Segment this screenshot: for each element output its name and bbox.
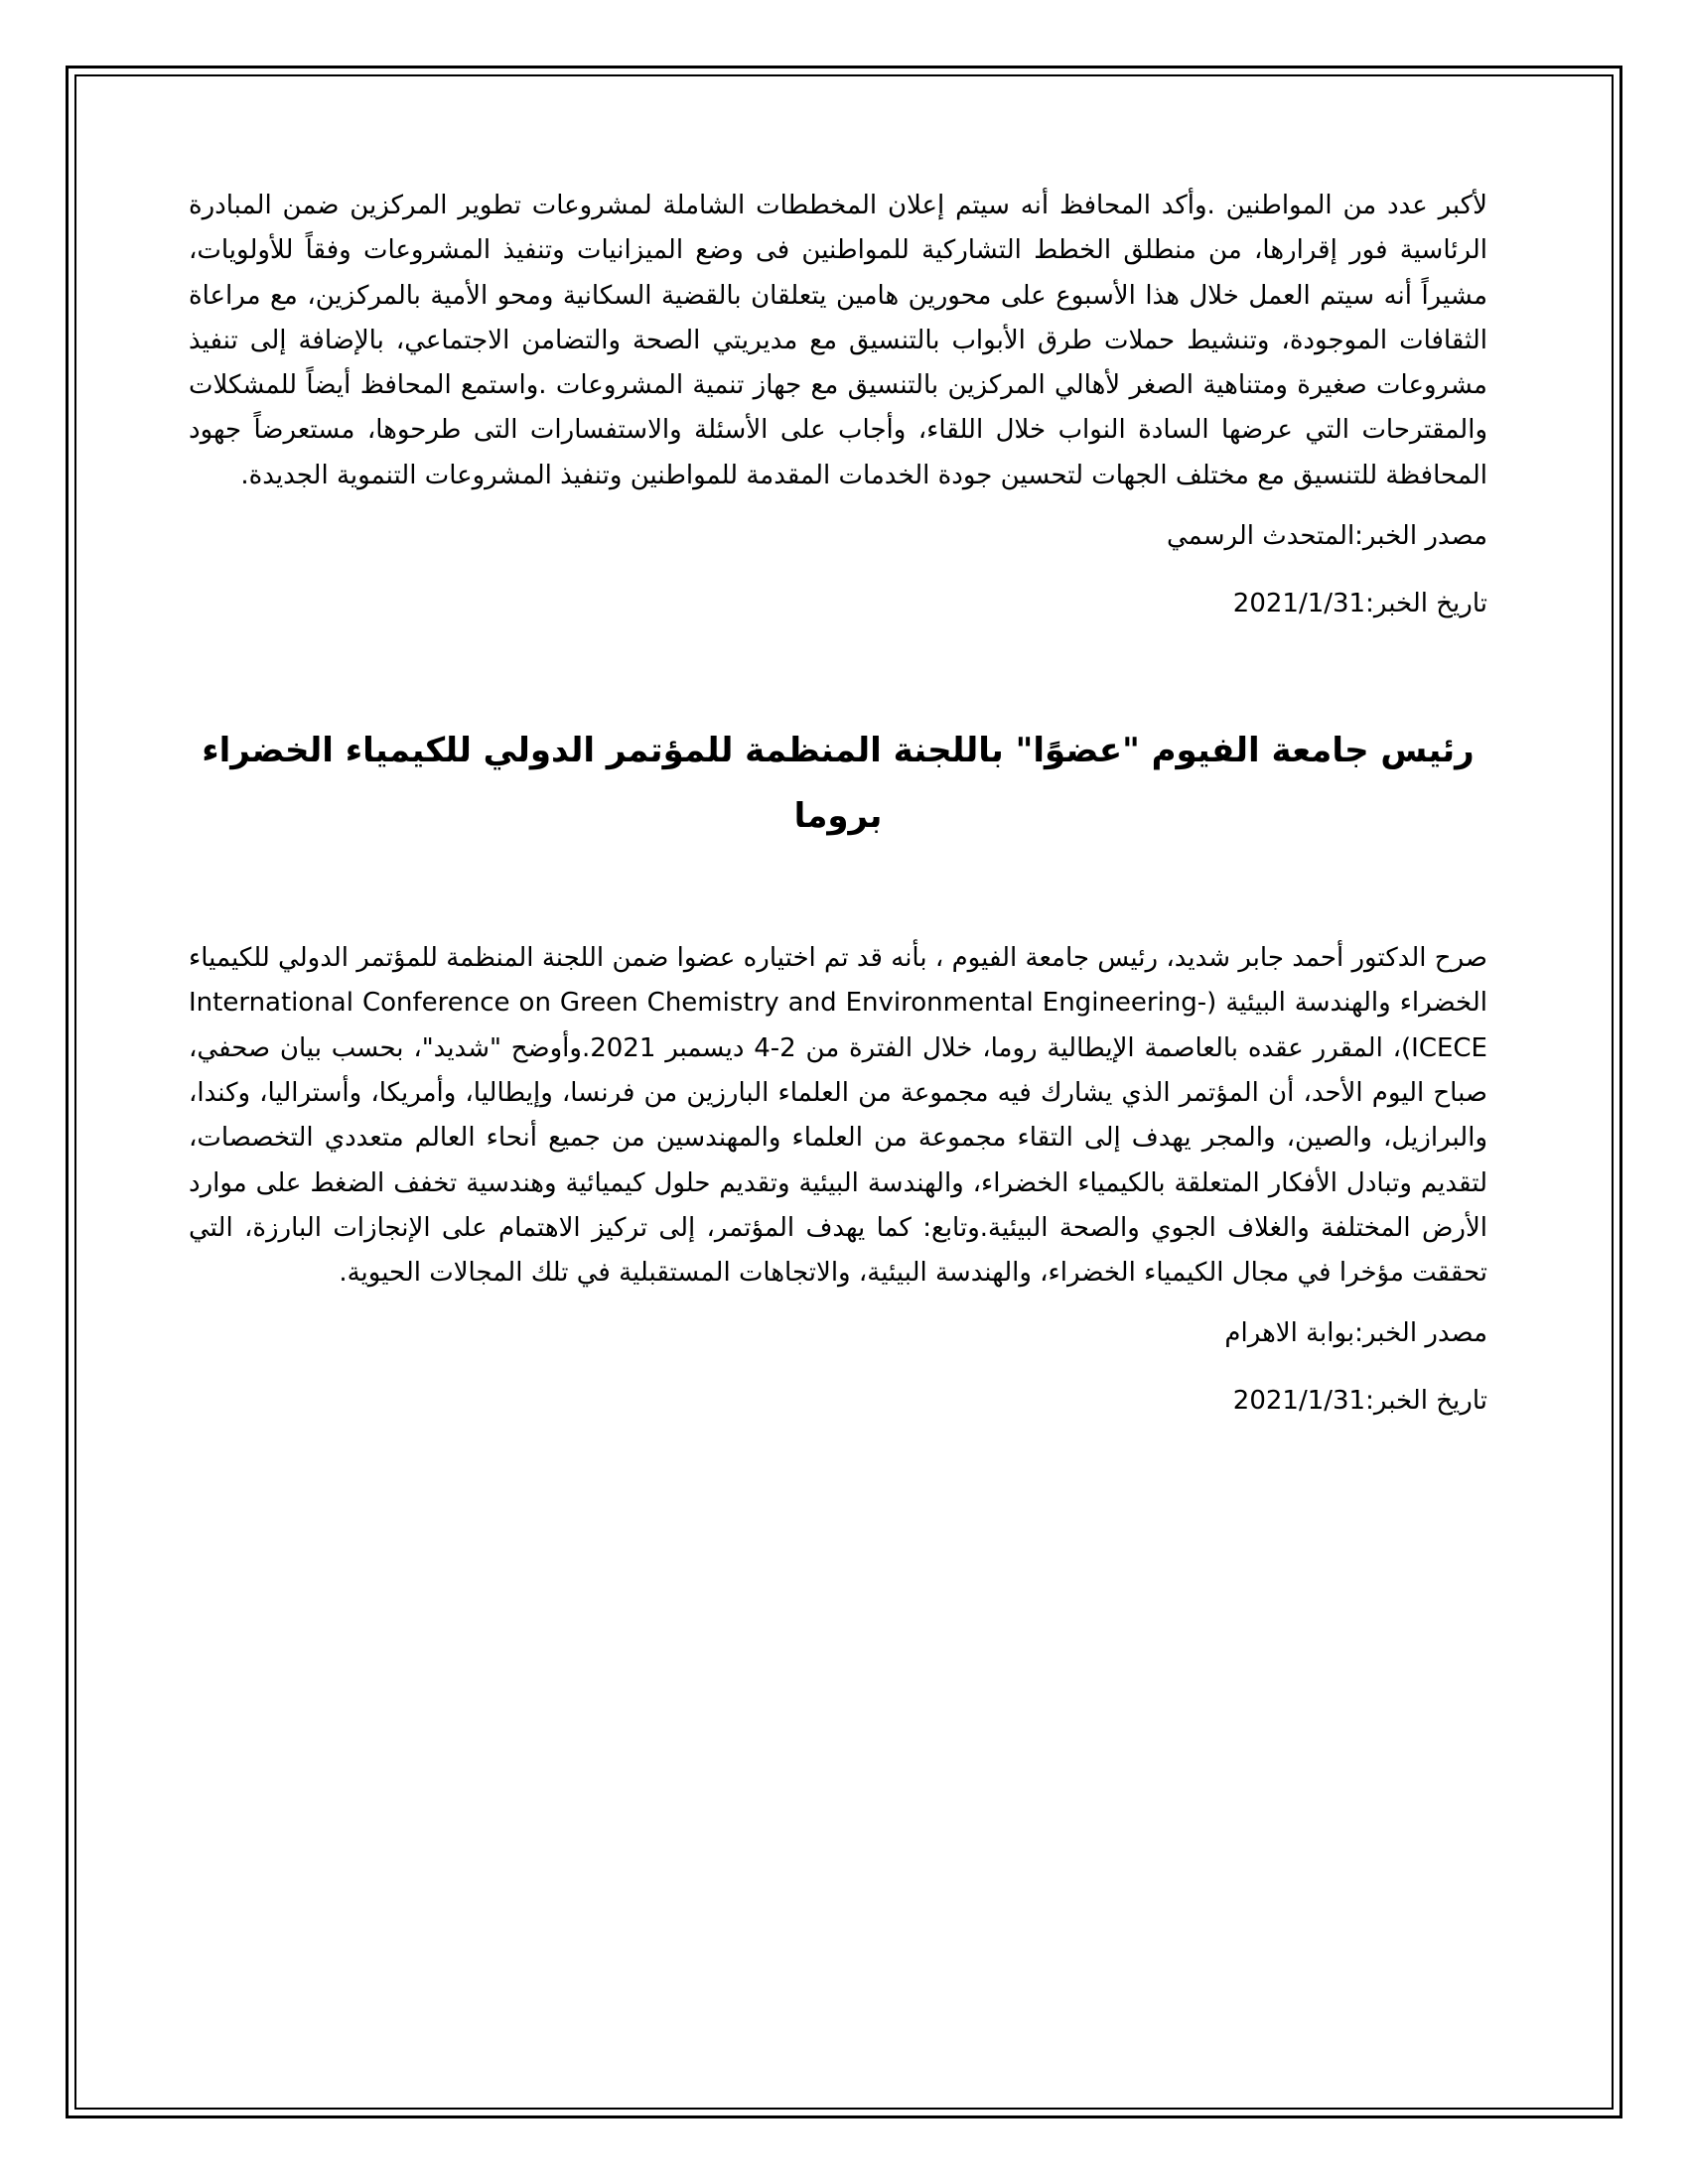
document-content — [189, 184, 1487, 1421]
article2-date: تاريخ الخبر:2021/1/31 — [1232, 1386, 1487, 1417]
article2-source: مصدر الخبر:بوابة الاهرام — [1224, 1318, 1487, 1349]
article2-body: صرح الدكتور أحمد جابر شديد، رئيس جامعة الفيوم ، بأنه قد تم اختياره عضوا ضمن اللجنة المنظمة للمؤتمر الدولي للكيمياء الخضراء والهندسة البيئية (International Conference on Green Chemistry and Environmental Engineering- ICECE)، المقرر عقده بالعاصمة الإيطالية روما، خلال الفترة من 2-4 ديسمبر 2021.وأوضح "شديد"، بحسب بيان صحفي، صباح اليوم الأحد، أن المؤتمر الذي يشارك فيه مجموعة من العلماء البارزين من فرنسا، وإيطاليا، وأمريكا، وأستراليا، وكندا، والبرازيل، والصين، والمجر يهدف إلى التقاء مجموعة من العلماء والمهندسين من جميع أنحاء العالم متعددي التخصصات، لتقديم وتبادل الأفكار المتعلقة بالكيمياء الخضراء، والهندسة البيئية وتقديم حلول كيميائية وهندسية تخفف الضغط على موارد الأرض المختلفة والغلاف الجوي والصحة البيئية.وتابع: كما يهدف المؤتمر، إلى تركيز الاهتمام على الإنجازات البارزة، التي تحققت مؤخرا في مجال الكيمياء الخضراء، والهندسة البيئية، والاتجاهات المستقبلية في تلك المجالات الحيوية. — [189, 943, 1487, 1289]
article1-source: مصدر الخبر:المتحدث الرسمي — [1167, 521, 1487, 552]
article1-body: لأكبر عدد من المواطنين .وأكد المحافظ أنه سيتم إعلان المخططات الشاملة لمشروعات تطوير المركزين ضمن المبادرة الرئاسية فور إقرارها، من منطلق الخطط التشاركية للمواطنين فى وضع الميزانيات وتنفيذ المشروعات وفقاً للأولويات، مشيراً أنه سيتم العمل خلال هذا الأسبوع على محورين هامين يتعلقان بالقضية السكانية ومحو الأمية بالمركزين، مع مراعاة الثقافات الموجودة، وتنشيط حملات طرق الأبواب بالتنسيق مع مديريتي الصحة والتضامن الاجتماعي، بالإضافة إلى تنفيذ مشروعات صغيرة ومتناهية الصغر لأهالي المركزين بالتنسيق مع جهاز تنمية المشروعات .واستمع المحافظ أيضاً للمشكلات والمقترحات التي عرضها السادة النواب خلال اللقاء، وأجاب على الأسئلة والاستفسارات التى طرحوها، مستعرضاً جهود المحافظة للتنسيق مع مختلف الجهات لتحسين جودة الخدمات المقدمة للمواطنين وتنفيذ المشروعات التنموية الجديدة. — [189, 191, 1487, 490]
article1-date: تاريخ الخبر:2021/1/31 — [1232, 589, 1487, 619]
article2-title: رئيس جامعة الفيوم "عضوًا" باللجنة المنظمة للمؤتمر الدولي للكيمياء الخضراء بروما — [202, 731, 1475, 837]
